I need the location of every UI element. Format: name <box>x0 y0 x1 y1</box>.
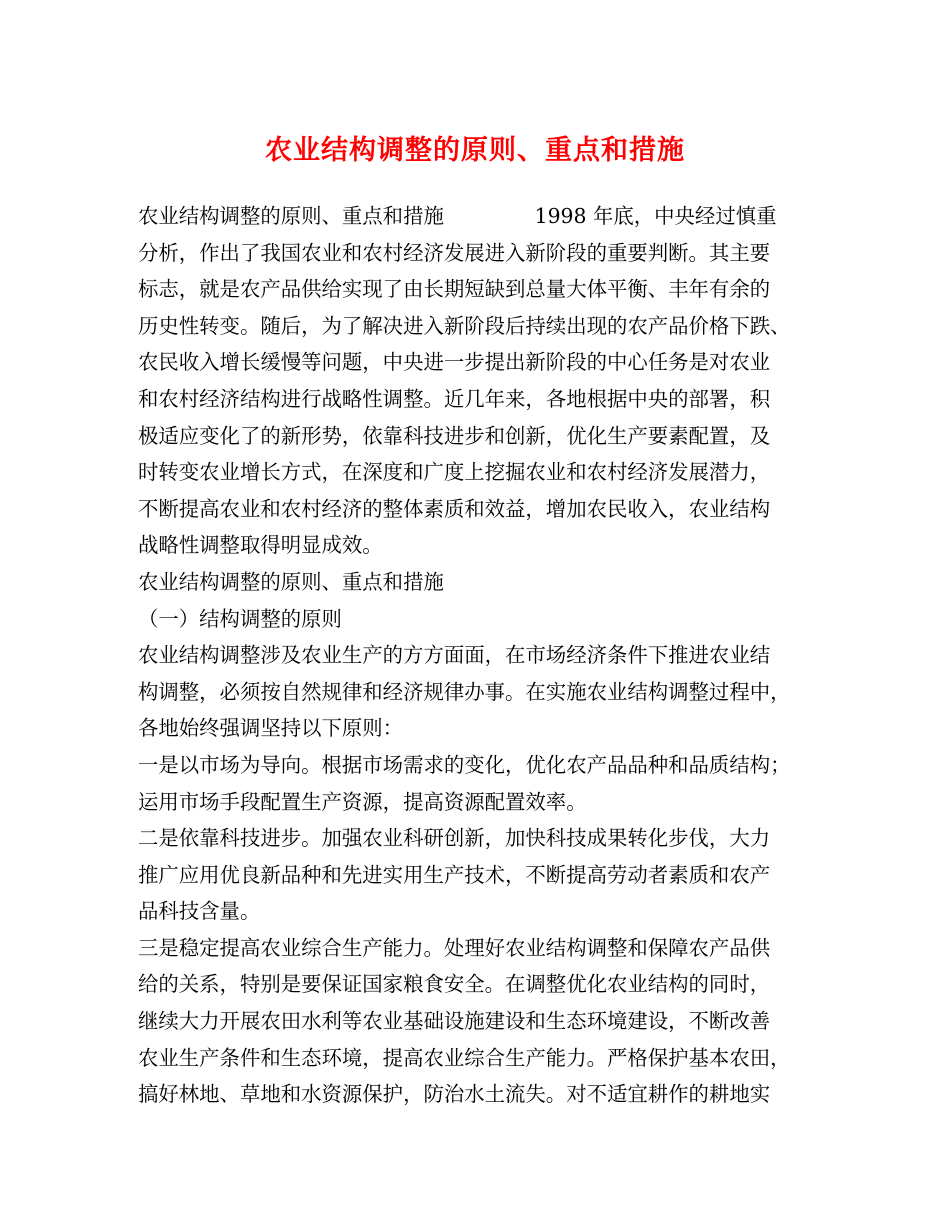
body-line: 构调整，必须按自然规律和经济规律办事。在实施农业结构调整过程中， <box>138 679 791 704</box>
body-line: 历史性转变。随后，为了解决进入新阶段后持续出现的农产品价格下跌、 <box>138 313 791 338</box>
body-line: 搞好林地、草地和水资源保护，防治水土流失。对不适宜耕作的耕地实 <box>138 1082 771 1107</box>
body-line: 二是依靠科技进步。加强农业科研创新，加快科技成果转化步伐，大力 <box>138 826 771 851</box>
body-line: 农业生产条件和生态环境，提高农业综合生产能力。严格保护基本农田， <box>138 1045 791 1070</box>
body-line: 继续大力开展农田水利等农业基础设施建设和生态环境建设，不断改善 <box>138 1009 771 1034</box>
body-line: 品科技含量。 <box>138 899 261 924</box>
body-line: 不断提高农业和农村经济的整体素质和效益，增加农民收入，农业结构 <box>138 496 771 521</box>
document-body <box>138 198 828 1113</box>
body-line: 时转变农业增长方式，在深度和广度上挖掘农业和农村经济发展潜力， <box>138 460 771 485</box>
body-line: 推广应用优良新品种和先进实用生产技术，不断提高劳动者素质和农产 <box>138 862 771 887</box>
body-line: 极适应变化了的新形势，依靠科技进步和创新，优化生产要素配置，及 <box>138 423 771 448</box>
body-line: 战略性调整取得明显成效。 <box>138 533 383 558</box>
body-line: 农民收入增长缓慢等问题，中央进一步提出新阶段的中心任务是对农业 <box>138 350 771 375</box>
body-line: 标志，就是农产品供给实现了由长期短缺到总量大体平衡、丰年有余的 <box>138 277 771 302</box>
body-line: 和农村经济结构进行战略性调整。近几年来，各地根据中央的部署，积 <box>138 386 771 411</box>
body-line: 三是稳定提高农业综合生产能力。处理好农业结构调整和保障农产品供 <box>138 935 771 960</box>
body-line: 农业结构调整涉及农业生产的方方面面，在市场经济条件下推进农业结 <box>138 643 771 668</box>
body-line: 分析，作出了我国农业和农村经济发展进入新阶段的重要判断。其主要 <box>138 240 771 265</box>
body-line: 给的关系，特别是要保证国家粮食安全。在调整优化农业结构的同时， <box>138 972 771 997</box>
body-line: 一是以市场为导向。根据市场需求的变化，优化农产品品种和品质结构； <box>138 752 791 777</box>
document-title: 农业结构调整的原则、重点和措施 <box>265 135 685 166</box>
body-line: 农业结构调整的原则、重点和措施 1998 年底，中央经过慎重 <box>138 204 777 228</box>
section-heading: 农业结构调整的原则、重点和措施 <box>138 569 444 594</box>
subsection-heading: （一）结构调整的原则 <box>138 606 342 631</box>
body-line: 各地始终强调坚持以下原则： <box>138 716 404 741</box>
body-line: 运用市场手段配置生产资源，提高资源配置效率。 <box>138 789 587 814</box>
